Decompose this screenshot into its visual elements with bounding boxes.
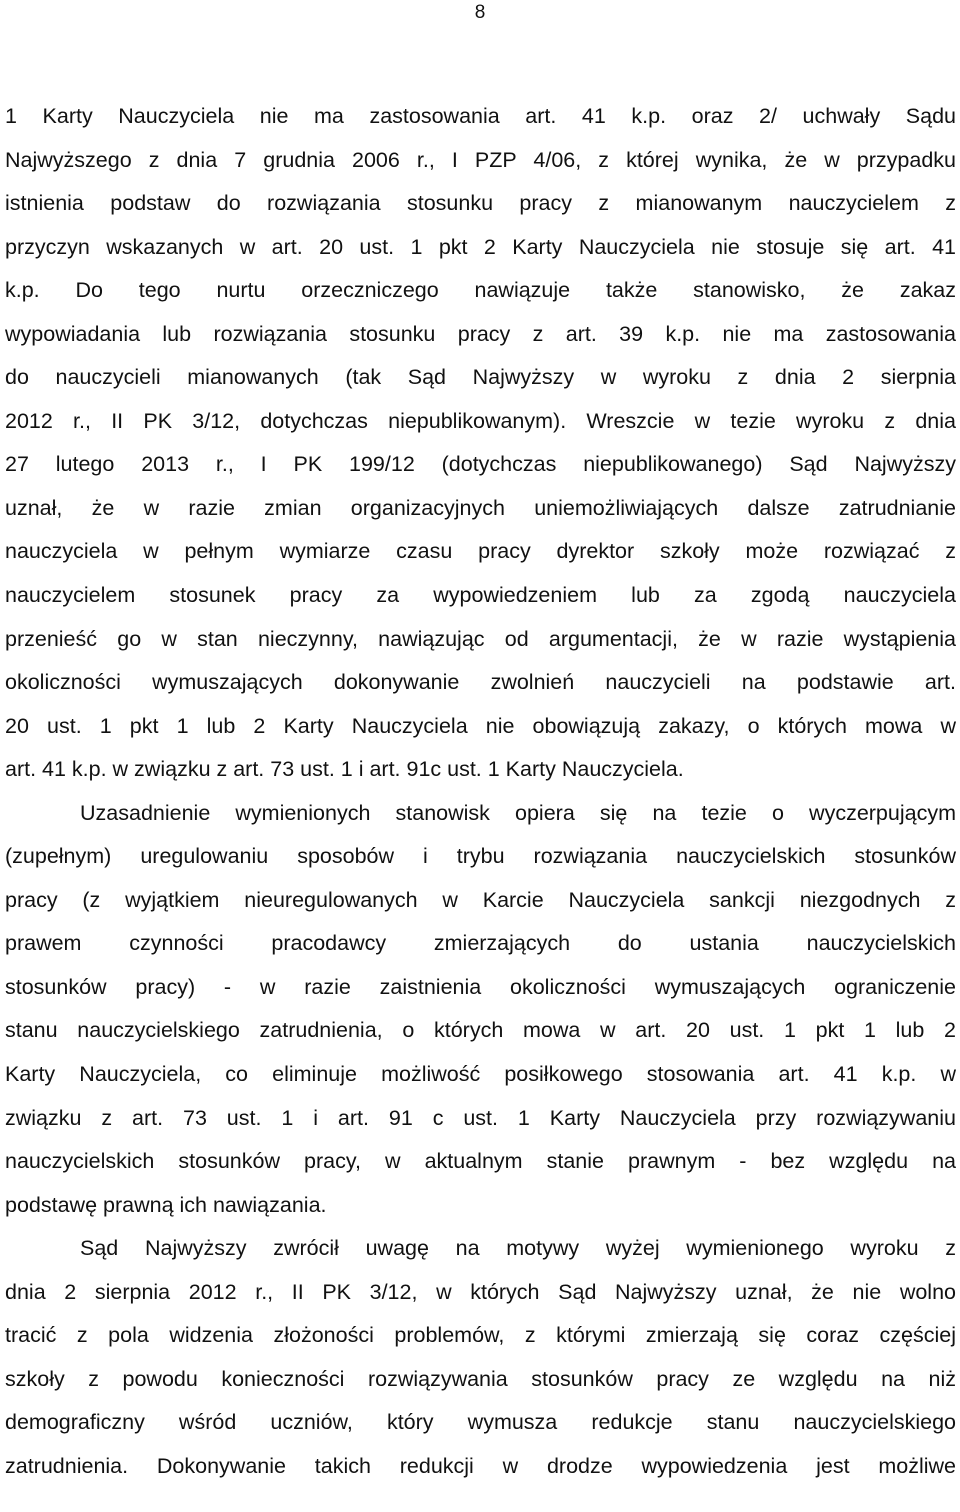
text-line: Karty Nauczyciela, co eliminuje możliwość posiłkowego stosowania art. 41 k.p. w xyxy=(5,1062,956,1087)
text-line: 20 ust. 1 pkt 1 lub 2 Karty Nauczyciela nie obowiązują zakazy, o których mowa w xyxy=(5,713,956,738)
text-line: nauczycielem stosunek pracy za wypowiedzeniem lub za zgodą nauczyciela xyxy=(5,583,956,608)
text-line: przenieść go w stan nieczynny, nawiązując od argumentacji, że w razie wystąpienia xyxy=(5,626,956,651)
text-line: Uzasadnienie wymienionych stanowisk opiera się na tezie o wyczerpującym xyxy=(80,800,956,825)
text-line: Sąd Najwyższy zwrócił uwagę na motywy wyżej wymienionego wyroku z xyxy=(80,1236,956,1261)
text-line: art. 41 k.p. w związku z art. 73 ust. 1 i art. 91c ust. 1 Karty Nauczyciela. xyxy=(5,757,684,782)
text-line: tracić z pola widzenia złożoności problemów, z którymi zmierzają się coraz częściej xyxy=(5,1323,956,1348)
text-line: związku z art. 73 ust. 1 i art. 91 c ust. 1 Karty Nauczyciela przy rozwiązywaniu xyxy=(5,1105,956,1130)
text-line: nauczyciela w pełnym wymiarze czasu pracy dyrektor szkoły może rozwiązać z xyxy=(5,539,956,564)
text-line: k.p. Do tego nurtu orzeczniczego nawiązuje także stanowisko, że zakaz xyxy=(5,278,956,303)
text-line: szkoły z powodu konieczności rozwiązywania stosunków pracy ze względu na niż xyxy=(5,1366,956,1391)
document-body xyxy=(5,95,956,1489)
text-line: pracy (z wyjątkiem nieuregulowanych w Karcie Nauczyciela sankcji niezgodnych z xyxy=(5,887,956,912)
text-line: okoliczności wymuszających dokonywanie zwolnień nauczycieli na podstawie art. xyxy=(5,670,956,695)
text-line: Najwyższego z dnia 7 grudnia 2006 r., I PZP 4/06, z której wynika, że w przypadku xyxy=(5,147,956,172)
text-line: dnia 2 sierpnia 2012 r., II PK 3/12, w których Sąd Najwyższy uznał, że nie wolno xyxy=(5,1279,956,1304)
text-line: 2012 r., II PK 3/12, dotychczas niepublikowanym). Wreszcie w tezie wyroku z dnia xyxy=(5,408,956,433)
text-line: zatrudnienia. Dokonywanie takich redukcji w drodze wypowiedzenia jest możliwe xyxy=(5,1453,956,1478)
text-line: wypowiadania lub rozwiązania stosunku pracy z art. 39 k.p. nie ma zastosowania xyxy=(5,321,956,346)
text-line: (zupełnym) uregulowaniu sposobów i trybu rozwiązania nauczycielskich stosunków xyxy=(5,844,956,869)
text-line: prawem czynności pracodawcy zmierzających do ustania nauczycielskich xyxy=(5,931,956,956)
text-line: stanu nauczycielskiego zatrudnienia, o których mowa w art. 20 ust. 1 pkt 1 lub 2 xyxy=(5,1018,956,1043)
text-line: podstawę prawną ich nawiązania. xyxy=(5,1192,327,1217)
text-line: istnienia podstaw do rozwiązania stosunku pracy z mianowanym nauczycielem z xyxy=(5,191,956,216)
text-line: uznał, że w razie zmian organizacyjnych uniemożliwiających dalsze zatrudnianie xyxy=(5,495,956,520)
text-line: przyczyn wskazanych w art. 20 ust. 1 pkt 2 Karty Nauczyciela nie stosuje się art. 41 xyxy=(5,234,956,259)
text-line: 27 lutego 2013 r., I PK 199/12 (dotychczas niepublikowanego) Sąd Najwyższy xyxy=(5,452,956,477)
text-line: do nauczycieli mianowanych (tak Sąd Najwyższy w wyroku z dnia 2 sierpnia xyxy=(5,365,956,390)
text-line: nauczycielskich stosunków pracy, w aktualnym stanie prawnym - bez względu na xyxy=(5,1149,956,1174)
text-line: 1 Karty Nauczyciela nie ma zastosowania art. 41 k.p. oraz 2/ uchwały Sądu xyxy=(5,104,956,128)
page-number: 8 xyxy=(474,2,486,23)
text-line: stosunków pracy) - w razie zaistnienia okoliczności wymuszających ograniczenie xyxy=(5,974,956,999)
text-line: demograficzny wśród uczniów, który wymusza redukcje stanu nauczycielskiego xyxy=(5,1410,956,1435)
